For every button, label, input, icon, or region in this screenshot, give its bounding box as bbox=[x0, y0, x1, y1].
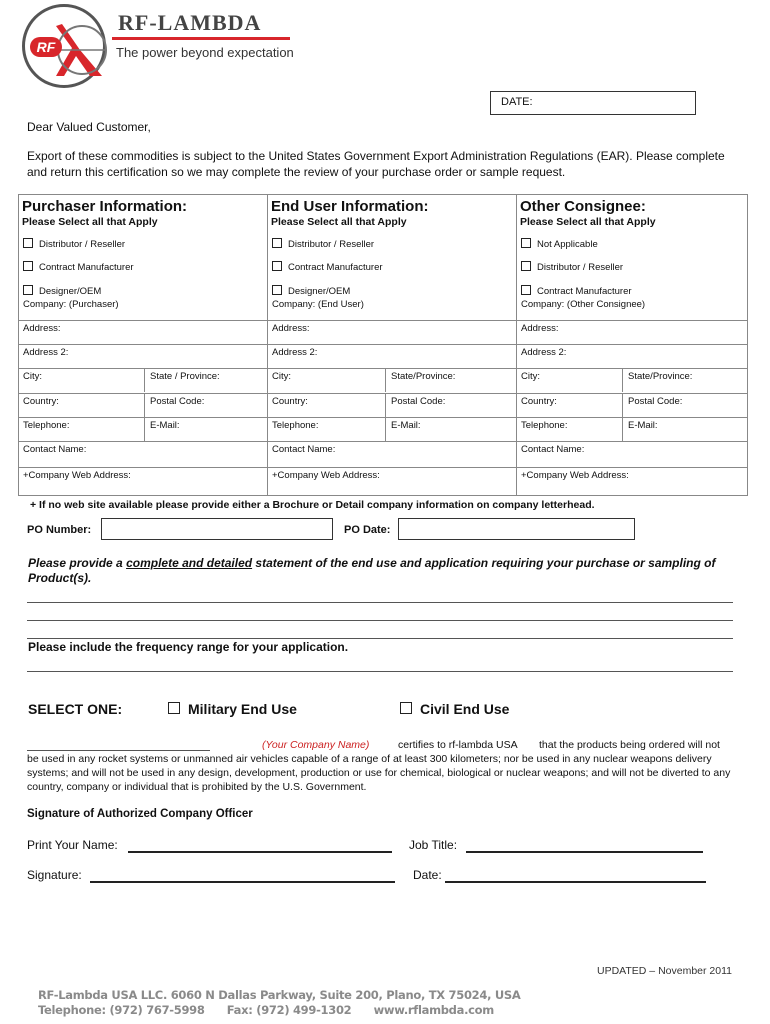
column-subtitle: Please Select all that Apply bbox=[271, 216, 407, 228]
consignee-option-3[interactable] bbox=[521, 285, 632, 297]
email-field[interactable]: E-Mail: bbox=[622, 417, 748, 441]
checkbox-icon[interactable] bbox=[23, 261, 33, 271]
checkbox-icon[interactable] bbox=[168, 702, 180, 714]
web-field[interactable]: +Company Web Address: bbox=[18, 467, 267, 496]
country-field[interactable]: Country: bbox=[267, 393, 385, 417]
date-label: DATE: bbox=[501, 96, 533, 108]
telephone-field[interactable]: Telephone: bbox=[516, 417, 622, 441]
state-field[interactable]: State/Province: bbox=[385, 368, 516, 392]
consignee-option-1[interactable] bbox=[521, 238, 598, 250]
salutation: Dear Valued Customer, bbox=[27, 120, 151, 134]
column-subtitle: Please Select all that Apply bbox=[22, 216, 158, 228]
po-number-label: PO Number: bbox=[27, 524, 92, 536]
job-title-line[interactable] bbox=[466, 851, 703, 853]
print-name-line[interactable] bbox=[128, 851, 392, 853]
city-field[interactable]: City: bbox=[18, 368, 144, 392]
state-field[interactable]: State / Province: bbox=[144, 368, 267, 392]
statement-line-3[interactable] bbox=[27, 638, 733, 639]
po-number-input[interactable] bbox=[101, 518, 333, 540]
contact-field[interactable]: Contact Name: bbox=[18, 441, 267, 465]
brand-name: RF-LAMBDA bbox=[118, 10, 262, 35]
frequency-line[interactable] bbox=[27, 671, 733, 672]
contact-field[interactable]: Contact Name: bbox=[267, 441, 516, 465]
civil-end-use-option[interactable] bbox=[400, 701, 509, 717]
option-label: Contract Manufacturer bbox=[39, 262, 134, 273]
city-field[interactable]: City: bbox=[267, 368, 385, 392]
city-field[interactable]: City: bbox=[516, 368, 622, 392]
certification-text-first: that the products being ordered will not bbox=[539, 739, 720, 751]
purchaser-option-2[interactable] bbox=[23, 261, 134, 273]
statement-prompt bbox=[28, 556, 743, 586]
end-user-option-3[interactable] bbox=[272, 285, 350, 297]
logo-lambda-icon bbox=[52, 20, 108, 85]
frequency-prompt: Please include the frequency range for your application. bbox=[28, 640, 349, 654]
postal-field[interactable]: Postal Code: bbox=[622, 393, 748, 417]
statement-prompt-pre: Please provide a bbox=[28, 556, 127, 570]
web-field[interactable]: +Company Web Address: bbox=[516, 467, 748, 496]
checkbox-icon[interactable] bbox=[23, 285, 33, 295]
telephone-field[interactable]: Telephone: bbox=[267, 417, 385, 441]
po-date-label: PO Date: bbox=[344, 524, 391, 536]
company-name-line[interactable] bbox=[27, 750, 210, 751]
consignee-option-2[interactable] bbox=[521, 261, 623, 273]
purchaser-column bbox=[18, 194, 267, 496]
company-field[interactable]: Company: (Other Consignee) bbox=[521, 299, 646, 310]
country-field[interactable]: Country: bbox=[18, 393, 144, 417]
updated-date: UPDATED – November 2011 bbox=[597, 965, 732, 977]
email-field[interactable]: E-Mail: bbox=[144, 417, 267, 441]
military-label: Military End Use bbox=[188, 701, 297, 717]
option-label: Contract Manufacturer bbox=[288, 262, 383, 273]
column-subtitle: Please Select all that Apply bbox=[520, 216, 656, 228]
address-field[interactable]: Address: bbox=[267, 320, 516, 344]
web-field[interactable]: +Company Web Address: bbox=[267, 467, 516, 496]
end-user-option-1[interactable] bbox=[272, 238, 374, 250]
address-field[interactable]: Address: bbox=[18, 320, 267, 344]
statement-prompt-underlined: complete and detailed bbox=[126, 556, 253, 570]
checkbox-icon[interactable] bbox=[272, 261, 282, 271]
postal-field[interactable]: Postal Code: bbox=[385, 393, 516, 417]
option-label: Distributor / Reseller bbox=[39, 239, 126, 250]
country-field[interactable]: Country: bbox=[516, 393, 622, 417]
signature-label: Signature: bbox=[27, 868, 82, 882]
purchaser-option-3[interactable] bbox=[23, 285, 101, 297]
checkbox-icon[interactable] bbox=[521, 285, 531, 295]
logo-rf-badge: RF bbox=[30, 37, 62, 57]
statement-line-1[interactable] bbox=[27, 602, 733, 603]
print-name-label: Print Your Name: bbox=[27, 838, 118, 852]
checkbox-icon[interactable] bbox=[272, 285, 282, 295]
date-field[interactable] bbox=[490, 91, 696, 115]
option-label: Contract Manufacturer bbox=[537, 286, 632, 297]
email-field[interactable]: E-Mail: bbox=[385, 417, 516, 441]
option-label: Designer/OEM bbox=[288, 286, 351, 297]
option-label: Not Applicable bbox=[537, 239, 598, 250]
end-user-option-2[interactable] bbox=[272, 261, 383, 273]
footer-address: RF-Lambda USA LLC. 6060 N Dallas Parkway, Suite 200, Plano, TX 75024, USA bbox=[38, 988, 521, 1002]
checkbox-icon[interactable] bbox=[521, 238, 531, 248]
date-line[interactable] bbox=[445, 881, 706, 883]
web-note: + If no web site available please provide either a Brochure or Detail company information on company letterhead. bbox=[30, 499, 595, 511]
company-field[interactable]: Company: (End User) bbox=[272, 299, 364, 310]
address-field[interactable]: Address: bbox=[516, 320, 748, 344]
intro-paragraph: Export of these commodities is subject to the United States Government Export Administration Regulations (EAR). Please complete and return this certification so we may complete the review of your purchase order or sample request. bbox=[27, 149, 725, 179]
po-date-input[interactable] bbox=[398, 518, 635, 540]
certification-text: be used in any rocket systems or unmanned air vehicles capable of a range of at least 300 kilometers; nor be used in any nuclear weapons delivery systems; and will not be used in any design, development, production or use for chemical, biological or nuclear weapons; and will not be diverted to any country, company or individual that is prohibited by the U.S. Government. bbox=[27, 753, 731, 793]
information-grid bbox=[18, 194, 748, 496]
statement-line-2[interactable] bbox=[27, 620, 733, 621]
footer-contact: Telephone: (972) 767-5998 Fax: (972) 499-1302 www.rflambda.com bbox=[38, 1003, 494, 1017]
address2-field[interactable]: Address 2: bbox=[18, 344, 267, 368]
column-title: Purchaser Information: bbox=[22, 198, 188, 215]
date-label: Date: bbox=[413, 868, 442, 882]
company-name-placeholder: (Your Company Name) bbox=[262, 739, 370, 751]
end-user-column bbox=[267, 194, 516, 496]
signature-heading: Signature of Authorized Company Officer bbox=[27, 808, 253, 820]
certifies-text: certifies to rf-lambda USA bbox=[398, 739, 518, 751]
checkbox-icon[interactable] bbox=[400, 702, 412, 714]
checkbox-icon[interactable] bbox=[272, 238, 282, 248]
address2-field[interactable]: Address 2: bbox=[516, 344, 748, 368]
column-title: End User Information: bbox=[271, 198, 429, 215]
contact-field[interactable]: Contact Name: bbox=[516, 441, 748, 465]
purchaser-option-1[interactable] bbox=[23, 238, 125, 250]
state-field[interactable]: State/Province: bbox=[622, 368, 748, 392]
address2-field[interactable]: Address 2: bbox=[267, 344, 516, 368]
signature-line[interactable] bbox=[90, 881, 395, 883]
civil-label: Civil End Use bbox=[420, 701, 510, 717]
statement-prompt-post: statement of the end use and application requiring your purchase or sampling of Product(s). bbox=[28, 556, 716, 585]
other-consignee-column bbox=[516, 194, 748, 496]
job-title-label: Job Title: bbox=[409, 838, 458, 852]
checkbox-icon[interactable] bbox=[23, 238, 33, 248]
column-title: Other Consignee: bbox=[520, 198, 646, 215]
telephone-field[interactable]: Telephone: bbox=[18, 417, 144, 441]
brand-rule bbox=[112, 37, 290, 40]
option-label: Distributor / Reseller bbox=[288, 239, 375, 250]
checkbox-icon[interactable] bbox=[521, 261, 531, 271]
postal-field[interactable]: Postal Code: bbox=[144, 393, 267, 417]
select-one-label: SELECT ONE: bbox=[28, 701, 123, 717]
option-label: Designer/OEM bbox=[39, 286, 102, 297]
tagline: The power beyond expectation bbox=[116, 45, 294, 60]
military-end-use-option[interactable] bbox=[168, 701, 297, 717]
company-field[interactable]: Company: (Purchaser) bbox=[23, 299, 119, 310]
option-label: Distributor / Reseller bbox=[537, 262, 624, 273]
